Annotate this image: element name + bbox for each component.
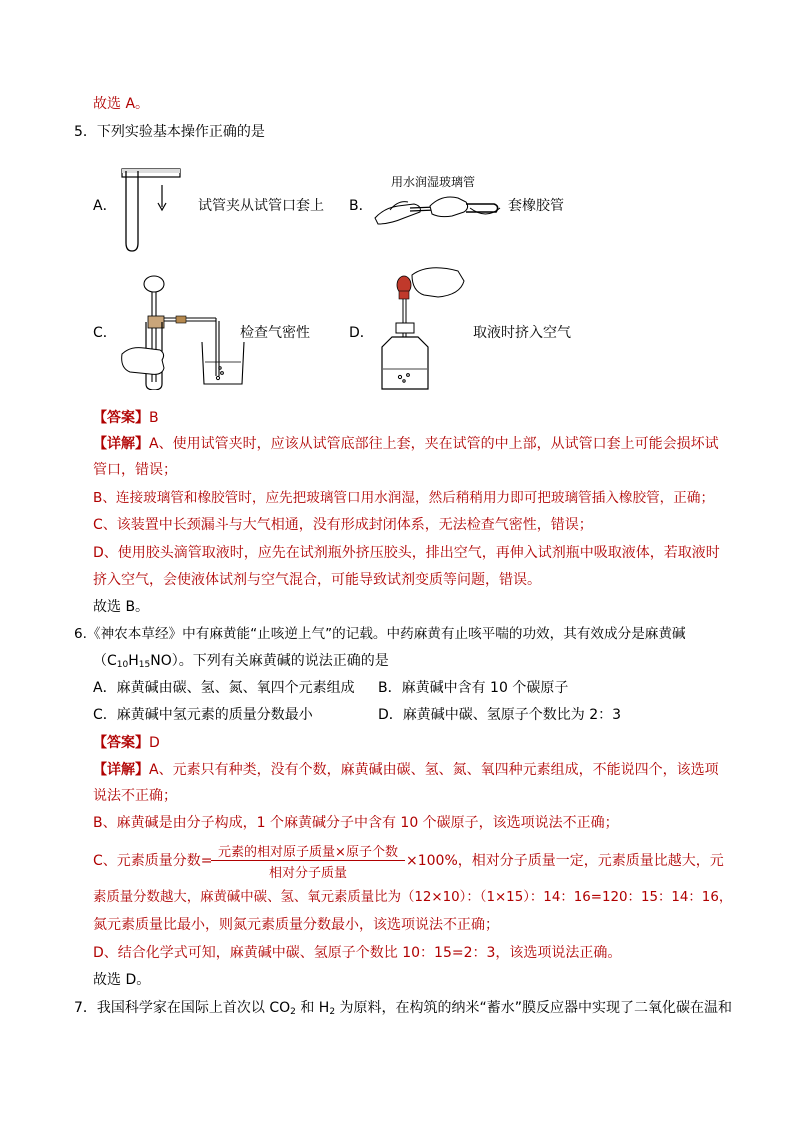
q5-detail-line-4: C、该装置中长颈漏斗与大气相通，没有形成封闭体系，无法检查气密性，错误；	[93, 517, 593, 533]
formula-open: （C	[93, 653, 117, 669]
q6-option-c: C．麻黄碱中氢元素的质量分数最小	[93, 707, 313, 723]
q7-stem	[74, 998, 732, 1018]
q6-detail-a-2: 说法不正确；	[93, 788, 177, 804]
q5-option-d-letter: D．	[349, 325, 374, 341]
q6-option-d: D．麻黄碱中碳、氢原子个数比为 2：3	[378, 707, 622, 723]
q5-detail-line-5: D、使用胶头滴管取液时，应先在试剂瓶外挤压胶头，排出空气，再伸入试剂瓶中吸取液体，若取液时	[93, 545, 720, 561]
q7-sub-1: 2	[290, 1007, 296, 1017]
q5-detail-tag: 【详解】	[93, 436, 149, 452]
q6-detail-line-1	[93, 760, 719, 780]
q6-detail-c-prefix: C、元素质量分数=	[93, 853, 213, 869]
q5-detail-line-1	[93, 434, 719, 454]
q6-detail-b: B、麻黄碱是由分子构成，1 个麻黄碱分子中含有 10 个碳原子，该选项说法不正确；	[93, 815, 619, 831]
q6-detail-c-3: 氮元素质量比最小，则氮元素质量分数最小，该选项说法不正确；	[93, 917, 499, 933]
q5-option-b-letter: B．	[349, 198, 373, 214]
formula-c-sub: 10	[116, 660, 129, 670]
q5-conclusion: 故选 B。	[93, 599, 150, 615]
q6-answer: D	[149, 735, 160, 751]
formula-h-sub: 15	[138, 660, 151, 670]
q7-stem-b: 和 H	[295, 1000, 330, 1016]
q6-option-b: B．麻黄碱中含有 10 个碳原子	[378, 680, 569, 696]
test-tube-clamp-figure	[118, 155, 188, 255]
q5-option-c-letter: C．	[93, 325, 117, 341]
q5-detail-text-1: A、使用试管夹时，应该从试管底部往上套，夹在试管的中上部，从试管口套上可能会损坏试	[149, 436, 719, 452]
q5-answer: B	[149, 410, 159, 426]
glass-tube-rubber-tube-figure	[370, 188, 510, 233]
previous-conclusion: 故选 A。	[93, 96, 150, 112]
q6-detail-c-2: 素质量分数越大，麻黄碱中碳、氢、氧元素质量比为（12×10）：（1×15）：14：16=120：15：14：16，	[93, 890, 733, 905]
q6-stem-line-2	[93, 651, 389, 671]
formula-close: NO）。下列有关麻黄碱的说法正确的是	[150, 653, 389, 669]
q5-answer-tag: 【答案】	[93, 410, 149, 426]
q5-option-a-letter: A．	[93, 198, 117, 214]
q5-detail-line-2: 管口，错误；	[93, 462, 177, 478]
q6-conclusion: 故选 D。	[93, 972, 151, 988]
q5-option-b-label: 用水润湿玻璃管	[391, 175, 476, 189]
fraction-numerator: 元素的相对原子质量×原子个数	[218, 845, 398, 860]
q5-detail-line-6: 挤入空气，会使液体试剂与空气混合，可能导致试剂变质等问题，错误。	[93, 572, 541, 588]
q7-stem-c: 为原料，在构筑的纳米“蓄水”膜反应器中实现了二氧化碳在温和	[335, 1000, 733, 1016]
q6-detail-d: D、结合化学式可知，麻黄碱中碳、氢原子个数比 10：15=2：3，该选项说法正确。	[93, 945, 622, 961]
airtightness-check-figure	[120, 272, 245, 390]
fraction-denominator: 相对分子质量	[268, 866, 347, 881]
q5-option-b-caption: 套橡胶管	[508, 198, 564, 214]
fraction-bar	[211, 860, 405, 861]
q5-detail-line-3: B、连接玻璃管和橡胶管时，应先把玻璃管口用水润湿，然后稍稍用力即可把玻璃管插入橡胶管，正确；	[93, 490, 715, 506]
q6-detail-c-suffix: ×100%，相对分子质量一定，元素质量比越大，元	[406, 853, 724, 869]
q6-answer-line	[93, 733, 160, 753]
q7-sub-2: 2	[329, 1007, 336, 1017]
q6-detail-tag: 【详解】	[93, 762, 149, 778]
formula-h: H	[128, 653, 139, 669]
q7-stem-a: 7．我国科学家在国际上首次以 CO	[74, 1000, 291, 1016]
dropper-bottle-figure	[378, 265, 468, 395]
q5-answer-line	[93, 408, 159, 428]
q5-option-a-caption: 试管夹从试管口套上	[198, 198, 324, 214]
q6-stem-line-1: 6.《神农本草经》中有麻黄能“止咳逆上气”的记载。中药麻黄有止咳平喘的功效，其有效成分是麻黄碱	[74, 626, 686, 642]
q6-answer-tag: 【答案】	[93, 735, 149, 751]
q6-option-a: A．麻黄碱由碳、氢、氮、氧四个元素组成	[93, 680, 355, 696]
q5-stem: 5．下列实验基本操作正确的是	[74, 124, 265, 140]
q6-detail-a-1: A、元素只有种类，没有个数，麻黄碱由碳、氢、氮、氧四种元素组成，不能说四个，该选项	[149, 762, 719, 778]
q5-option-c-caption: 检查气密性	[240, 325, 310, 341]
q5-option-d-caption: 取液时挤入空气	[473, 325, 571, 341]
